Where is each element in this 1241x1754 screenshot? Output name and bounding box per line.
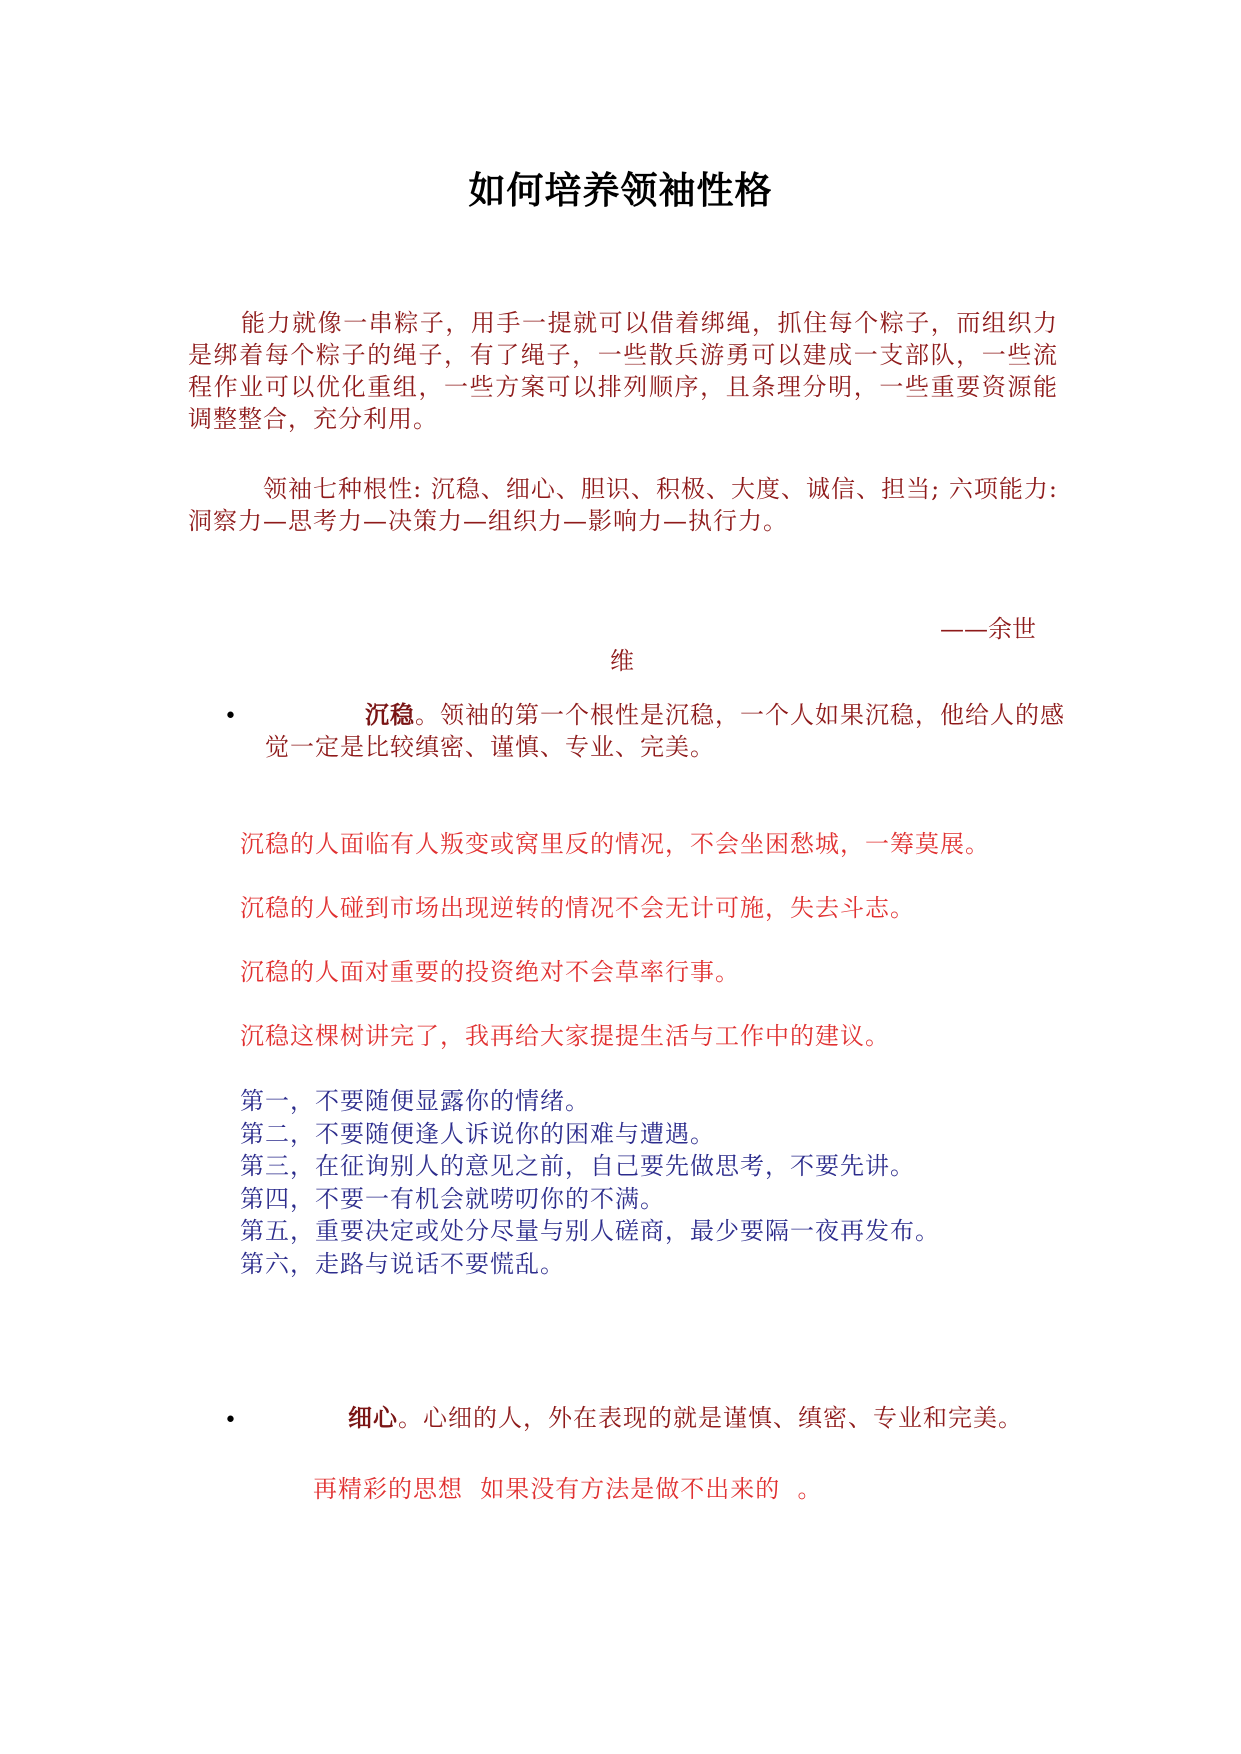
advice-item: 第三，在征询别人的意见之前，自己要先做思考，不要先讲。 xyxy=(240,1152,915,1180)
steady-red-line: 沉稳的人碰到市场出现逆转的情况不会无计可施，失去斗志。 xyxy=(240,894,915,922)
signature-line-1: ——余世 xyxy=(940,615,1036,643)
steady-red-line: 沉稳这棵树讲完了，我再给大家提提生活与工作中的建议。 xyxy=(240,1022,890,1050)
signature-line-2: 维 xyxy=(610,647,634,675)
section-careful-heading: 细心 xyxy=(348,1403,398,1432)
bullet-icon: • xyxy=(224,1408,237,1433)
section-steady-paragraph xyxy=(265,699,1065,763)
bullet-icon: • xyxy=(224,704,237,729)
advice-item: 第五，重要决定或处分尽量与别人磋商，最少要隔一夜再发布。 xyxy=(240,1217,940,1245)
section-careful-text: 。心细的人，外在表现的就是谨慎、缜密、专业和完美。 xyxy=(398,1404,1023,1432)
advice-item: 第二，不要随便逢人诉说你的困难与遭遇。 xyxy=(240,1119,715,1148)
document-title: 如何培养领袖性格 xyxy=(468,168,773,212)
section-careful-paragraph xyxy=(348,1402,1023,1434)
advice-item: 第一，不要随便显露你的情绪。 xyxy=(240,1087,590,1115)
careful-red-line: 再精彩的思想 如果没有方法是做不出来的 。 xyxy=(313,1475,823,1503)
section-steady-text: 。领袖的第一个根性是沉稳，一个人如果沉稳，他给人的感觉一定是比较缜密、谨慎、专业、完美。 xyxy=(265,701,1065,761)
advice-item: 第六，走路与说话不要慌乱。 xyxy=(240,1249,565,1278)
advice-list xyxy=(240,1085,940,1280)
advice-item: 第四，不要一有机会就唠叨你的不满。 xyxy=(240,1184,665,1213)
steady-red-line: 沉稳的人面临有人叛变或窝里反的情况，不会坐困愁城，一筹莫展。 xyxy=(240,830,990,858)
traits-paragraph: 领袖七种根性: 沉稳、细心、胆识、积极、大度、诚信、担当; 六项能力: 洞察力—思考力—决策力—组织力—影响力—执行力。 xyxy=(188,475,1058,535)
steady-red-line: 沉稳的人面对重要的投资绝对不会草率行事。 xyxy=(240,958,740,986)
section-steady-heading: 沉稳 xyxy=(365,700,415,729)
intro-paragraph: 能力就像一串粽子，用手一提就可以借着绑绳，抓住每个粽子，而组织力是绑着每个粽子的绳子，有了绳子，一些散兵游勇可以建成一支部队，一些流程作业可以优化重组，一些方案可以排列顺序，且条理分明，一些重要资源能调整整合，充分利用。 xyxy=(188,309,1058,433)
